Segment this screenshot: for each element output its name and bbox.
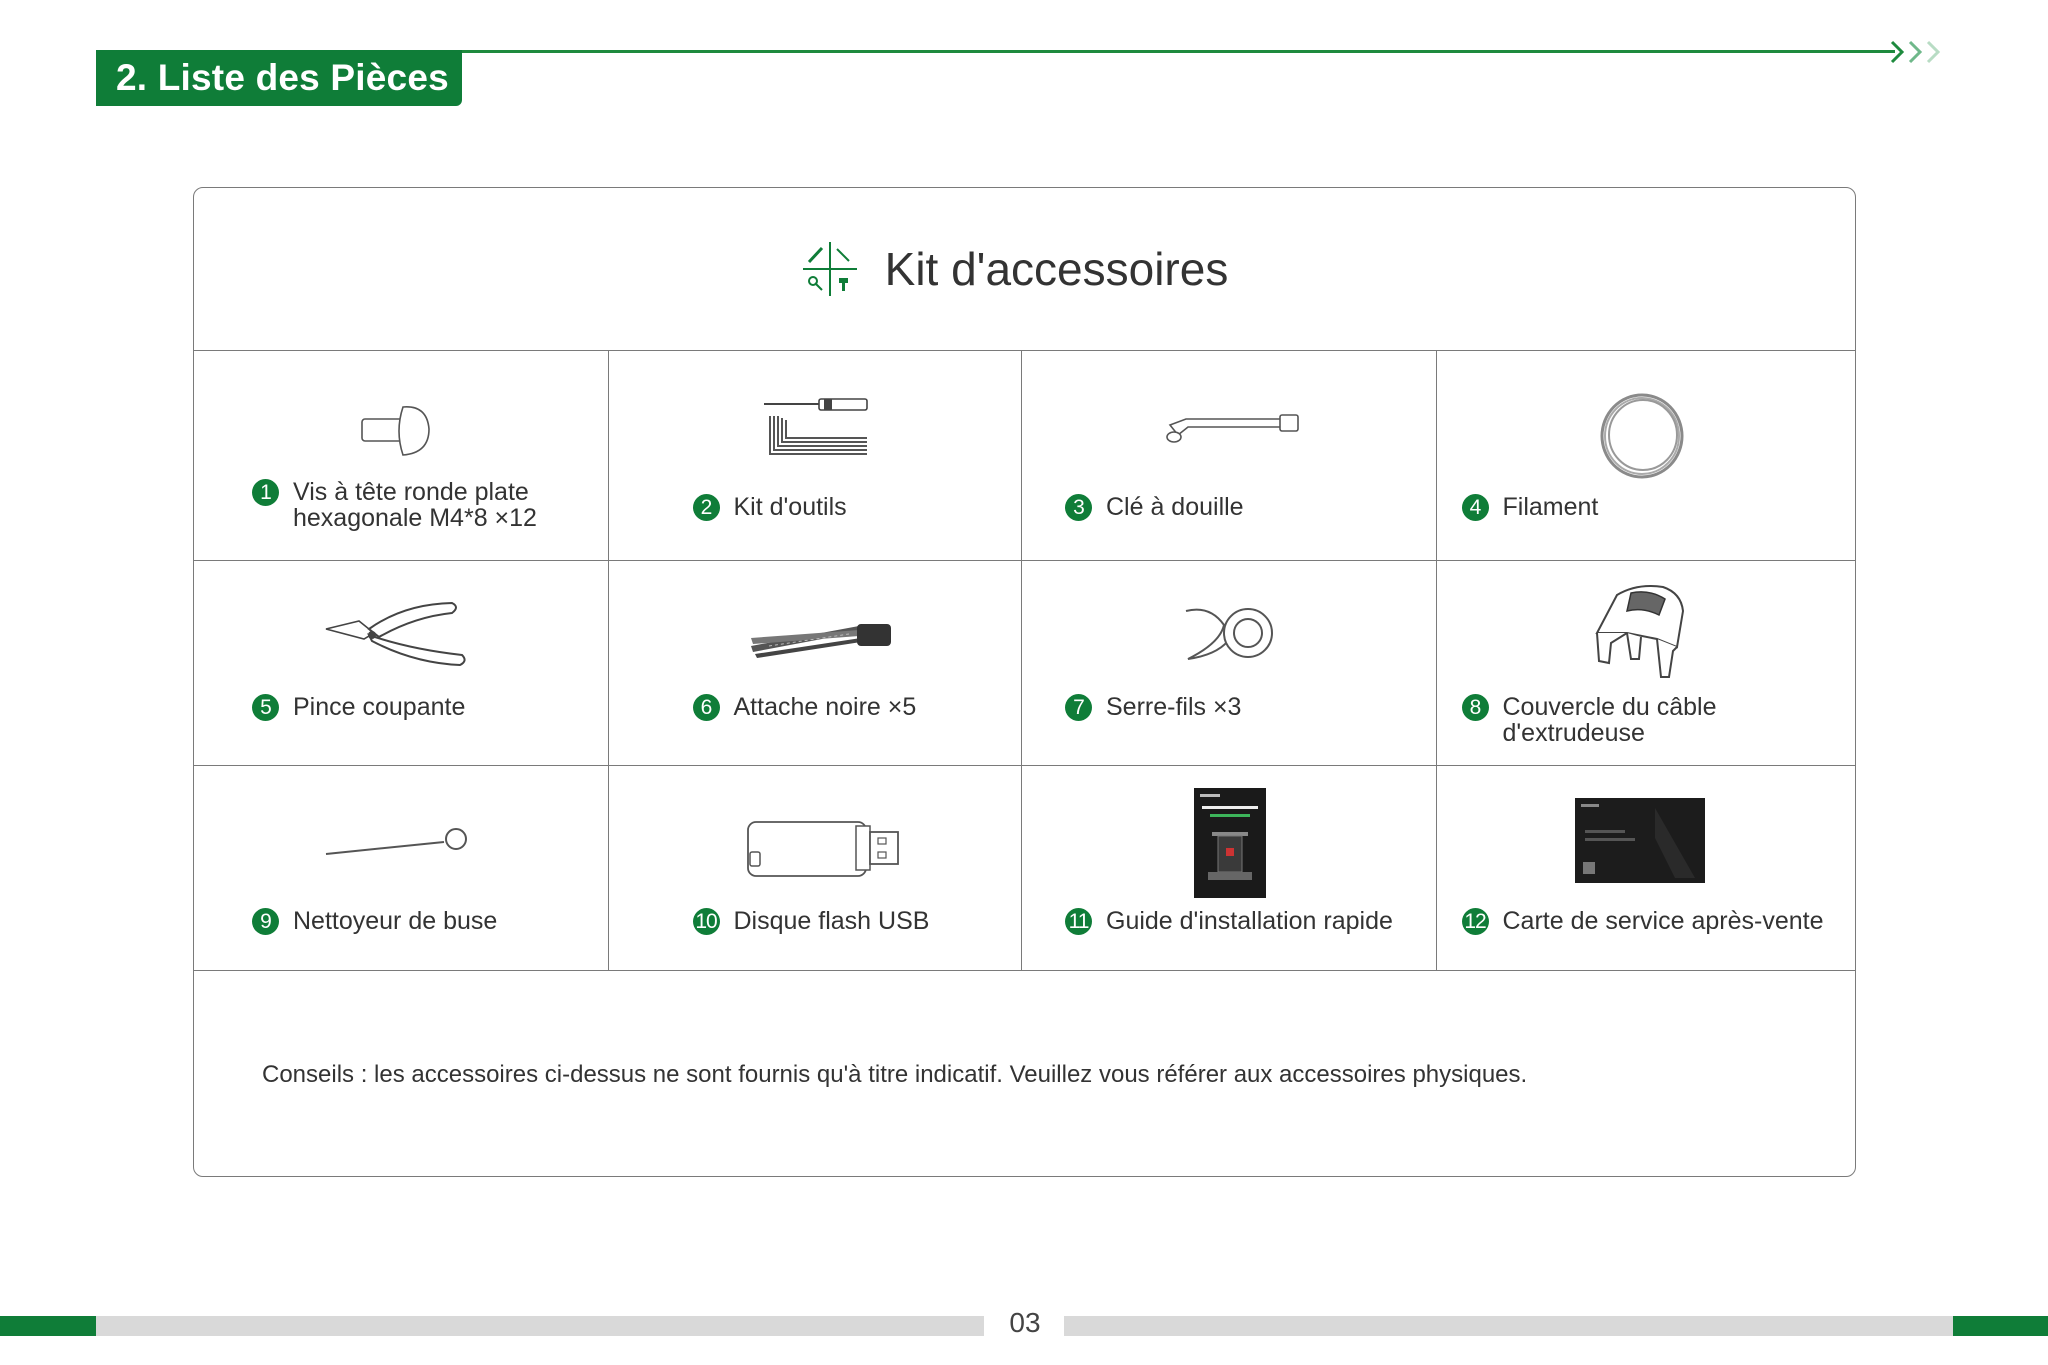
part-label <box>1065 908 1393 935</box>
parts-row <box>194 766 1855 971</box>
quick-guide-booklet-icon <box>1194 788 1266 898</box>
extruder-cable-cover-icon <box>1587 581 1692 681</box>
parts-row <box>194 561 1855 766</box>
part-number-badge: 3 <box>1065 494 1092 521</box>
part-name: Serre-fils ×3 <box>1106 693 1242 721</box>
part-label <box>252 479 537 531</box>
part-name: Kit d'outils <box>733 493 847 521</box>
cable-ties-icon <box>749 616 899 661</box>
part-label <box>1462 494 1599 521</box>
part-number-badge: 8 <box>1462 694 1489 721</box>
part-cell <box>1022 766 1437 970</box>
wire-clip-icon <box>1180 603 1275 668</box>
parts-grid <box>194 351 1855 971</box>
part-name: Carte de service après-vente <box>1502 907 1824 935</box>
part-number-badge: 1 <box>252 479 279 506</box>
part-number-badge: 6 <box>693 694 720 721</box>
part-cell <box>609 351 1023 560</box>
part-name: Guide d'installation rapide <box>1106 907 1393 935</box>
part-number-badge: 9 <box>252 908 279 935</box>
card-header <box>194 188 1855 351</box>
tool-kit-icon <box>764 396 874 461</box>
part-cell <box>1437 766 1856 970</box>
cutting-pliers-icon <box>324 599 469 669</box>
part-number-badge: 11 <box>1065 908 1092 935</box>
part-label <box>1065 494 1244 521</box>
part-label <box>1462 908 1824 935</box>
part-cell <box>609 561 1023 765</box>
part-label <box>1462 694 1717 746</box>
part-label <box>1065 694 1241 721</box>
part-name: Pince coupante <box>293 693 466 721</box>
footer-accent-left <box>0 1316 96 1336</box>
footer-bar-right <box>1064 1316 1953 1336</box>
part-cell <box>194 351 609 560</box>
footer-bar-left <box>96 1316 984 1336</box>
part-cell <box>1022 561 1437 765</box>
part-number-badge: 2 <box>693 494 720 521</box>
part-cell <box>1437 561 1856 765</box>
nozzle-cleaner-icon <box>324 826 474 861</box>
chevron-right-icon <box>1888 36 1948 68</box>
footer-accent-right <box>1953 1316 2048 1336</box>
filament-coil-icon <box>1597 391 1687 481</box>
service-card-icon <box>1575 798 1705 883</box>
part-name: Clé à douille <box>1106 493 1244 521</box>
part-cell <box>609 766 1023 970</box>
usb-drive-icon <box>744 816 904 881</box>
part-cell <box>194 561 609 765</box>
section-title: 2. Liste des Pièces <box>96 50 462 106</box>
part-cell <box>1437 351 1856 560</box>
accessories-card <box>193 187 1856 1177</box>
part-name: Nettoyeur de buse <box>293 907 498 935</box>
card-title: Kit d'accessoires <box>884 243 1229 295</box>
part-number-badge: 12 <box>1462 908 1489 935</box>
part-name: Attache noire ×5 <box>733 693 917 721</box>
part-name: Disque flash USB <box>733 907 930 935</box>
part-number-badge: 7 <box>1065 694 1092 721</box>
part-name: Couvercle du câble d'extrudeuse <box>1502 693 1717 747</box>
part-label <box>693 694 917 721</box>
part-name: Vis à tête ronde plate hexagonale M4*8 ×12 <box>293 478 537 532</box>
part-label <box>252 908 497 935</box>
parts-row <box>194 351 1855 561</box>
hex-screw-icon <box>359 401 434 461</box>
part-label <box>252 694 465 721</box>
socket-wrench-icon <box>1162 411 1302 446</box>
page-number: 03 <box>1009 1307 1041 1338</box>
header-rule <box>360 50 1895 53</box>
accessory-kit-icon <box>801 240 859 298</box>
part-label <box>693 494 847 521</box>
tips-note: Conseils : les accessoires ci-dessus ne sont fournis qu'à titre indicatif. Veuillez vous référer aux accessoires physiques. <box>262 1061 1528 1088</box>
part-cell <box>194 766 609 970</box>
part-cell <box>1022 351 1437 560</box>
part-name: Filament <box>1502 493 1599 521</box>
part-number-badge: 5 <box>252 694 279 721</box>
part-number-badge: 10 <box>693 908 720 935</box>
part-label <box>693 908 930 935</box>
part-number-badge: 4 <box>1462 494 1489 521</box>
